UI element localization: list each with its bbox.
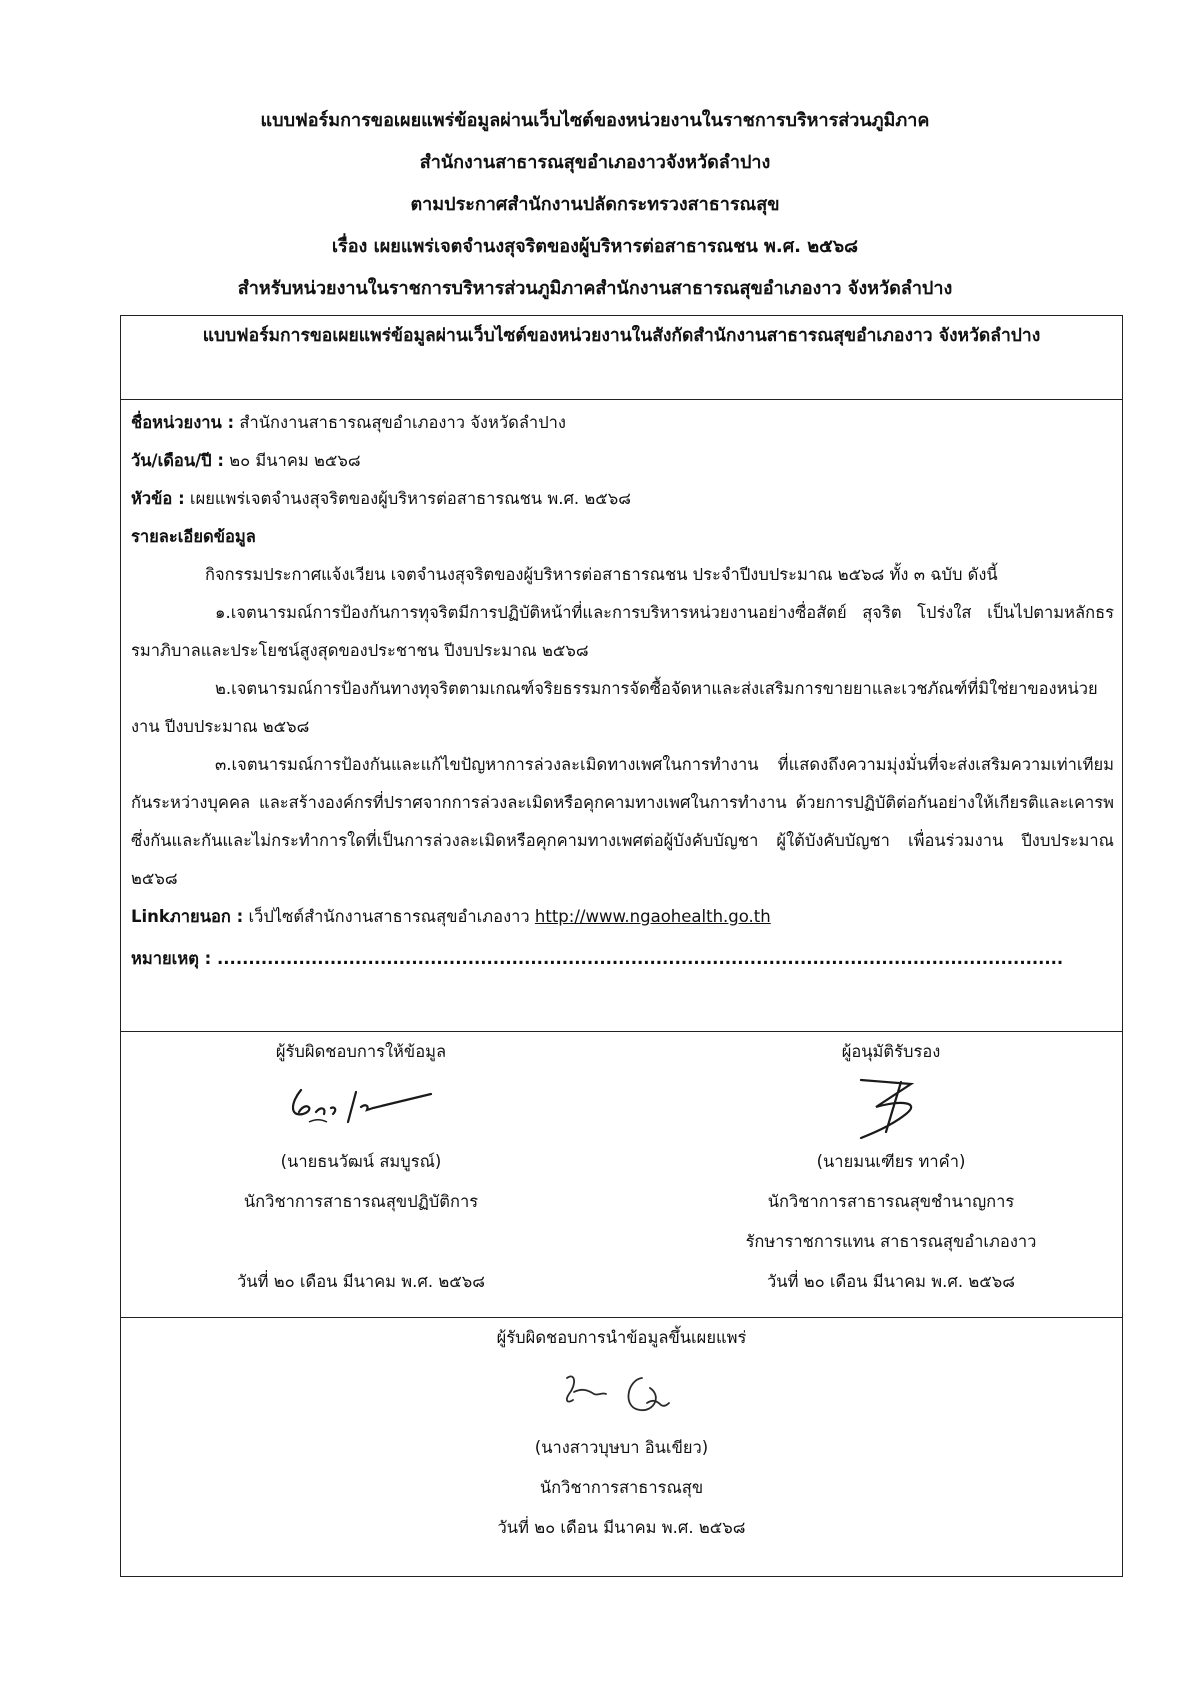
left-sign-date: วันที่ ๒๐ เดือน มีนาคม พ.ศ. ๒๕๖๘: [237, 1272, 485, 1291]
topic-row: [131, 480, 1114, 518]
publisher-signature-image: [522, 1358, 722, 1428]
right-sign-date: วันที่ ๒๐ เดือน มีนาคม พ.ศ. ๒๕๖๘: [767, 1272, 1015, 1291]
header-line-2: สำนักงานสาธารณสุขอำเภองาวจังหวัดลำปาง: [419, 152, 771, 173]
form-title: แบบฟอร์มการขอเผยแพร่ข้อมูลผ่านเว็บไซต์ของหน่วยงานในสังกัดสำนักงานสาธารณสุขอำเภองาว จังหวัดลำปาง: [121, 316, 1122, 400]
publisher-role: ผู้รับผิดชอบการนำข้อมูลขึ้นเผยแพร่: [496, 1328, 747, 1347]
date-value: ๒๐ มีนาคม ๒๕๖๘: [223, 451, 361, 470]
details-item-1: ๑.เจตนารมณ์การป้องกันการทุจริตมีการปฏิบัติหน้าที่และการบริหารหน่วยงานอย่างซื่อสัตย์ สุจริต โปร่งใส เป็นไปตามหลักธรรมาภิบาลและประโยชน์สูงสุดของประชาชน ปีงบประมาณ ๒๕๖๘: [131, 603, 1114, 660]
unit-value: สำนักงานสาธารณสุขอำเภองาว จังหวัดลำปาง: [234, 413, 566, 432]
publisher-signature-block: [121, 1318, 1122, 1548]
right-role: ผู้อนุมัติรับรอง: [841, 1042, 941, 1061]
header-line-1: แบบฟอร์มการขอเผยแพร่ข้อมูลผ่านเว็บไซต์ของหน่วยงานในราชการบริหารส่วนภูมิภาค: [260, 110, 930, 131]
left-signature-block: [151, 1032, 571, 1302]
left-signer-name: (นายธนวัฒน์ สมบูรณ์): [280, 1152, 442, 1171]
unit-row: [131, 404, 1114, 442]
left-signature-image: [261, 1072, 461, 1142]
right-signature-image: [791, 1072, 991, 1142]
approval-section: [121, 1032, 1122, 1318]
date-label: วัน/เดือน/ปี :: [131, 451, 224, 470]
form-details-section: [121, 400, 1122, 1032]
topic-label: หัวข้อ :: [131, 489, 185, 508]
right-signer-position: นักวิชาการสาธารณสุขชำนาญการ: [767, 1192, 1015, 1211]
note-value: .......................................................................................................................................: [211, 949, 1064, 968]
header-line-4: เรื่อง เผยแพร่เจตจำนงสุจริตของผู้บริหารต่อสาธารณชน พ.ศ. ๒๕๖๘: [331, 236, 859, 257]
note-label: หมายเหตุ :: [131, 949, 212, 968]
document-header: [0, 100, 1190, 310]
note-row: [131, 940, 1114, 978]
publisher-sign-date: วันที่ ๒๐ เดือน มีนาคม พ.ศ. ๒๕๖๘: [497, 1518, 746, 1537]
publisher-position: นักวิชาการสาธารณสุข: [539, 1478, 704, 1497]
right-signer-name: (นายมนเฑียร ทาคำ): [816, 1152, 966, 1171]
form-box: [120, 315, 1123, 1577]
link-text: เว็ปไซต์สำนักงานสาธารณสุขอำเภองาว: [243, 907, 535, 926]
link-label: Linkภายนอก :: [131, 907, 244, 926]
right-signer-acting: รักษาราชการแทน สาธารณสุขอำเภองาว: [745, 1232, 1037, 1251]
unit-label: ชื่อหน่วยงาน :: [131, 413, 235, 432]
left-signer-position: นักวิชาการสาธารณสุขปฏิบัติการ: [243, 1192, 479, 1211]
date-row: [131, 442, 1114, 480]
details-item-3: ๓.เจตนารมณ์การป้องกันและแก้ไขปัญหาการล่วงละเมิดทางเพศในการทำงาน ที่แสดงถึงความมุ่งมั่นที่จะส่งเสริมความเท่าเทียมกันระหว่างบุคคล และสร้างองค์กรที่ปราศจากการล่วงละเมิดหรือคุกคามทางเพศในการทำงาน ด้วยการปฏิบัติต่อกันอย่างให้เกียรติและเคารพซึ่งกันและกันและไม่กระทำการใดที่เป็นการล่วงละเมิดหรือคุกคามทางเพศต่อผู้บังคับบัญชา ผู้ใต้บังคับบัญชา เพื่อนร่วมงาน ปีงบประมาณ ๒๕๖๘: [131, 755, 1114, 888]
right-signature-block: [681, 1032, 1101, 1302]
link-row: [131, 898, 1114, 936]
header-line-5: สำหรับหน่วยงานในราชการบริหารส่วนภูมิภาคสำนักงานสาธารณสุขอำเภองาว จังหวัดลำปาง: [237, 278, 953, 299]
publisher-section: [121, 1318, 1122, 1576]
details-item-2: ๒.เจตนารมณ์การป้องกันทางทุจริตตามเกณฑ์จริยธรรมการจัดซื้อจัดหาและส่งเสริมการขายยาและเวชภัณฑ์ที่มิใช่ยาของหน่วยงาน ปีงบประมาณ ๒๕๖๘: [131, 679, 1098, 736]
details-label: รายละเอียดข้อมูล: [131, 527, 256, 546]
left-role: ผู้รับผิดชอบการให้ข้อมูล: [275, 1042, 447, 1061]
details-intro: กิจกรรมประกาศแจ้งเวียน เจตจำนงสุจริตของผู้บริหารต่อสาธารณชน ประจำปีงบประมาณ ๒๕๖๘ ทั้ง ๓ ฉบับ ดังนี้: [205, 565, 998, 584]
publisher-name: (นางสาวบุษบา อินเขียว): [534, 1438, 709, 1457]
topic-value: เผยแพร่เจตจำนงสุจริตของผู้บริหารต่อสาธารณชน พ.ศ. ๒๕๖๘: [184, 489, 631, 508]
header-line-3: ตามประกาศสำนักงานปลัดกระทรวงสาธารณสุข: [410, 194, 780, 215]
external-link[interactable]: http://www.ngaohealth.go.th: [534, 907, 771, 926]
